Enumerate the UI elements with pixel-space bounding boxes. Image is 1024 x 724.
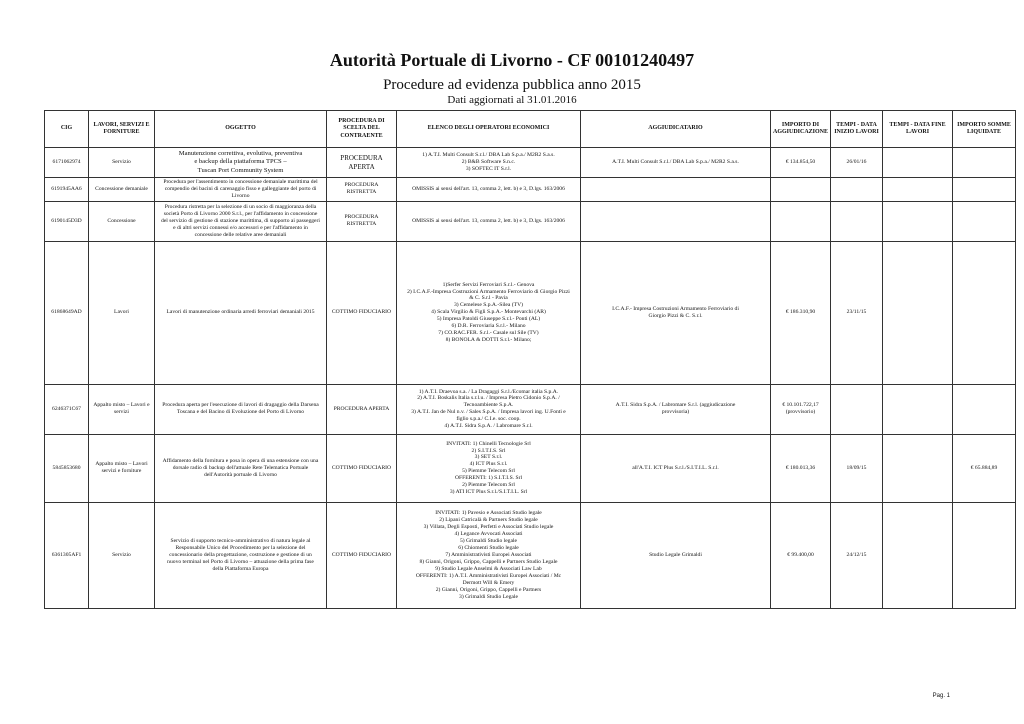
aggiudicatario-cell-line: Giorgio Pizzi & C. S.r.l. [648,312,703,319]
aggiudicatario-cell-line: provvisoria) [661,409,690,416]
document-subtitle: Procedure ad evidenza pubblica anno 2015 [383,77,641,93]
oggetto-cell-line: Procedura ristretta per la selezione di un socio di maggioranza della [164,203,317,210]
operatori-cell-line: OFFERENTI: 1) A.T.I. Amministrativisti Europei Associati / Mc [415,572,562,579]
data-inizio-cell [831,384,883,434]
oggetto-cell-line: della Piattaforma Europa [212,565,269,572]
somme-liquidate-cell [953,178,1016,202]
operatori-cell-line: OMISSIS ai sensi dell'art. 13, comma 2, lett. b) e 3, D.lgs. 163/2006 [412,185,565,192]
operatori-cell-line: 3) SET S.r.l. [474,454,503,461]
document-title: Autorità Portuale di Livorno - CF 00101240497 [329,50,695,70]
column-header-operatori: ELENCO DEGLI OPERATORI ECONOMICI [397,111,581,148]
procedures-table [44,110,1016,609]
operatori-cell-line: 3) Grimaldi Studio Legale [459,593,518,600]
operatori-cell-line: 1)Serfer Servizi Ferroviari S.r.l.- Genova [442,281,535,288]
importo-cell [771,384,831,434]
operatori-cell-line: 2) I.C.A.F.-Impresa Costruzioni Armamento Ferroviario di Giorgio Pizzi [407,288,570,295]
table-row [45,178,1016,202]
procedura-cell [327,148,397,178]
operatori-cell-line: 3) ATI ICT Plus S.r.l./S.I.T.I.L. Srl [449,489,528,496]
data-inizio-cell [831,201,883,241]
importo-cell-line: (provvisorio) [785,409,816,416]
table-row [45,241,1016,384]
oggetto-cell-line: Procedura per l'assentimento in concessione demaniale marittima del [163,179,318,185]
operatori-cell-line: 9) Studio Legale Anselmi & Associati Law Lab [435,565,542,572]
operatori-cell-line: 6) D.R. Ferroviaria S.r.l.- Milano [451,323,526,330]
oggetto-cell-line: dell'Autorità portuale di Livorno [204,471,277,478]
aggiudicatario-cell-line: A.T.I. Sidra S.p.A. / Labromare S.r.l. (aggiudicazione [615,402,736,409]
importo-cell [771,178,831,202]
aggiudicatario-cell [581,178,771,202]
operatori-cell-line: 2) S.I.T.I.S. Srl [471,447,506,454]
operatori-cell-line: & C. S.r.l - Pavia [469,295,508,302]
table-row [45,201,1016,241]
oggetto-cell-line: Manutenzione correttiva, evolutiva, preventiva [178,150,303,158]
oggetto-cell-line: dorsale radio di backup dell'attuale Rete Telematica Portuale [172,464,309,471]
procedura-cell-line: PROCEDURA APERTA [333,405,390,412]
tipo-cell: Appalto misto – Lavori e servizi [89,384,155,434]
data-fine-cell [883,148,953,178]
procedura-cell-line: RISTRETTA [346,221,377,228]
oggetto-cell-line: società Porto di Livorno 2000 S.r.l., per l'affidamento in concessione [163,210,318,217]
operatori-cell-line: OFFERENTI: 1) S.I.T.I.S. Srl [454,475,523,482]
operatori-cell-line: 2) Lipani Catricalà & Partners Studio legale [439,517,538,524]
column-header-somme-liquidate: IMPORTO SOMME LIQUIDATE [953,111,1016,148]
importo-cell-line: € 134.854,50 [785,159,816,165]
aggiudicatario-cell [581,241,771,384]
procedura-cell-line: COTTIMO FIDUCIARIO [331,309,392,316]
oggetto-cell [155,502,327,608]
table-row [45,148,1016,178]
data-fine-cell [883,434,953,502]
importo-cell [771,148,831,178]
oggetto-cell-line: compendio dei bacini di carenaggio fisso e galleggiante del porto di [164,185,317,192]
operatori-cell-line: figlio s.p.a./ C.I.e. soc. coop. [456,416,521,423]
data-inizio-cell: 18/09/15 [831,434,883,502]
data-inizio-cell: 26/01/16 [831,148,883,178]
operatori-cell-line: 1) A.T.I. Draevoa s.a. / La Dragaggi S.r.l./Ecomar italia S.p.A. [418,388,559,395]
operatori-cell-line: 4) Legance Avvocati Associati [454,531,523,537]
operatori-cell [397,241,581,384]
procedura-cell-line: PROCEDURA [344,182,379,189]
cig-cell: 61868649AD [45,241,89,384]
aggiudicatario-cell [581,384,771,434]
somme-liquidate-cell [953,384,1016,434]
procedura-cell [327,178,397,202]
column-header-tipo: LAVORI, SERVIZI E FORNITURE [89,111,155,148]
procedura-cell-line: COTTIMO FIDUCIARIO [331,464,392,471]
oggetto-cell-line: Toscana e del Bacino di Evoluzione del Porto di Livorno [176,409,305,416]
aggiudicatario-cell [581,201,771,241]
operatori-cell-line: 3) Cemelese S.p.A.-Silea (TV) [454,302,523,309]
table-header-row [45,111,1016,148]
operatori-cell-line: 7) CO.RAC.FER. S.r.l.- Casale sul Sile (TV) [438,330,539,337]
procedura-cell [327,201,397,241]
tipo-cell: Lavori [89,241,155,384]
operatori-cell-line: 5) Grimaldi Studio legale [459,537,517,544]
importo-cell-line: € 99.400,00 [787,551,814,558]
aggiudicatario-cell-line: I.C.A.F.- Impresa Costruzioni Armamento Ferroviario di [612,305,739,312]
column-header-oggetto: OGGETTO [155,111,327,148]
operatori-cell-line: 3) SOFTEC IT S.r.l. [465,165,512,172]
tipo-cell: Appalto misto – Lavori servizi e forniture [89,434,155,502]
operatori-cell-line: 8) BONOLA & DOTTI S.r.l.- Milano; [445,337,532,344]
operatori-cell-line: 2) A.T.I. Boskalis Italia s.r.l.u. / Impresa Pietro Cidonio S.p.A. / [417,395,560,402]
oggetto-cell-line: del servizio di gestione di stazione marittima, di supporto ai passeggeri [161,217,320,224]
cig-cell: 6171062974 [45,148,89,178]
oggetto-cell [155,148,327,178]
operatori-cell-line: INVITATI: 1) Chinelli Tecnologie Srl [446,440,531,447]
aggiudicatario-cell-line: A.T.I. Multi Consult S.r.l./ DBA Lab S.p.a./ M2R2 S.a.s. [612,159,739,165]
cig-cell: 6246371C67 [45,384,89,434]
somme-liquidate-cell: € 65.884,89 [953,434,1016,502]
operatori-cell-line: 4) ICT Plus S.r.l. [469,461,508,468]
operatori-cell-line: 4) A.T.I. Sidra S.p.A. / Labromare S.r.l. [444,423,533,430]
data-inizio-cell: 24/12/15 [831,502,883,608]
oggetto-cell-line: Servizio di supporto tecnico-amministrativo di natura legale al [170,537,311,544]
oggetto-cell-line: concessione delle relative aree demaniali [194,231,287,238]
operatori-cell-line: 6) Chiomenti Studio legale [458,544,519,551]
column-header-cig: CIG [45,111,89,148]
cig-cell: 5845853680 [45,434,89,502]
operatori-cell-line: 8) Gianni, Origoni, Grippo, Cappelli e Partners Studio Legale [419,558,558,565]
operatori-cell-line: 2) Piemme Telecom Srl [462,482,515,489]
operatori-cell-line: 1) A.T.I. Multi Consult S.r.l./ DBA Lab S.p.a./ M2R2 S.a.s. [422,152,555,159]
operatori-cell-line: 2) B&B Software S.n.c. [461,159,516,165]
procedura-cell-line: APERTA [348,162,375,171]
importo-cell-line: € 186.310,90 [785,309,816,316]
operatori-cell-line: INVITATI: 1) Pavesio e Associati Studio legale [435,510,542,517]
oggetto-cell-line: Responsabile Unico del Procedimento per la selezione del [175,544,306,551]
data-inizio-cell [831,178,883,202]
column-header-aggiudicatario: AGGIUDICATARIO [581,111,771,148]
oggetto-cell-line: Procedura aperta per l'esecuzione di lavori di dragaggio della Darsena [162,402,319,409]
tipo-cell: Concessione demaniale [89,178,155,202]
oggetto-cell [155,241,327,384]
table-row [45,384,1016,434]
oggetto-cell-line: e di altri servizi connessi e/o accessori e per l'affidamento in [173,224,308,231]
procedura-cell [327,434,397,502]
operatori-cell-line: 5) Piemme Telecom Srl [462,468,515,475]
operatori-cell-line: Tecnoambiente S.p.A. [463,402,514,409]
oggetto-cell-line: Livorno [231,192,250,199]
tipo-cell: Servizio [89,148,155,178]
oggetto-cell [155,178,327,202]
somme-liquidate-cell [953,201,1016,241]
column-header-data-fine: TEMPI - DATA FINE LAVORI [883,111,953,148]
aggiudicatario-cell [581,502,771,608]
operatori-cell-line: 3) A.T.I. Jan de Nul n.v. / Sales S.p.A. / Impresa lavori ing. U.Fonti e [411,409,566,416]
tipo-cell: Concessione [89,201,155,241]
aggiudicatario-cell-line: Studio Legale Grimaldi [649,551,702,558]
operatori-cell-line: 7) Amministrativisti Europei Associati [445,551,532,558]
somme-liquidate-cell [953,502,1016,608]
procedura-cell-line: COTTIMO FIDUCIARIO [331,551,392,558]
procedura-cell [327,384,397,434]
oggetto-cell [155,201,327,241]
oggetto-cell [155,434,327,502]
aggiudicatario-cell [581,148,771,178]
oggetto-cell-line: Affidamento della fornitura e posa in opera di una estensione con una [162,457,319,464]
data-inizio-cell: 23/11/15 [831,241,883,384]
update-date: Dati aggiornati al 31.01.2016 [447,94,577,106]
operatori-cell-line: 3) Villata, Degli Esposti, Perfetti e Associati Studio legale [423,524,554,531]
oggetto-cell-line: e backup della piattaforma TPCS – [194,158,287,166]
importo-cell [771,502,831,608]
somme-liquidate-cell [953,148,1016,178]
aggiudicatario-cell [581,434,771,502]
operatori-cell [397,148,581,178]
data-fine-cell [883,241,953,384]
operatori-cell [397,178,581,202]
page-number: Pag. 1 [932,693,950,699]
oggetto-cell [155,384,327,434]
oggetto-cell-line: nuovo terminal nel Porto di Livorno – attuazione della prima fase [167,558,314,565]
importo-cell-line: € 10.101.722,17 [782,402,819,409]
data-fine-cell [883,178,953,202]
cig-cell: 6191945AA6 [45,178,89,202]
table-row [45,502,1016,608]
procedura-cell [327,502,397,608]
procedura-cell-line: PROCEDURA [340,153,383,162]
importo-cell-line: € 180.013,36 [785,464,816,471]
importo-cell [771,241,831,384]
data-fine-cell [883,201,953,241]
oggetto-cell-line: Lavori di manutenzione ordinaria arredi ferroviari demaniali 2015 [166,309,315,316]
operatori-cell-line: Dermott Will & Emery [462,579,515,586]
operatori-cell [397,434,581,502]
tipo-cell: Servizio [89,502,155,608]
operatori-cell-line: OMISSIS ai sensi dell'art. 13, comma 2, lett. b) e 3, D.lgs. 163/2006 [412,217,565,224]
operatori-cell-line: 4) Scala Virgilio & Figli S.p.A.- Montevarchi (AR) [431,309,546,316]
importo-cell [771,201,831,241]
procedura-cell-line: RISTRETTA [346,189,377,196]
operatori-cell-line: 5) Impresa Patoldi Giuseppe S.r.l.- Ponti (AL) [436,316,541,323]
operatori-cell-line: 2) Gianni, Origoni, Grippo, Cappelli e Partners [435,586,542,593]
procedura-cell-line: PROCEDURA [344,214,379,221]
operatori-cell [397,201,581,241]
somme-liquidate-cell [953,241,1016,384]
importo-cell [771,434,831,502]
column-header-importo: IMPORTO DI AGGIUDICAZIONE [771,111,831,148]
table-row [45,434,1016,502]
oggetto-cell-line: Tuscan Port Community System [197,166,284,174]
operatori-cell [397,384,581,434]
aggiudicatario-cell-line: all'A.T.I. ICT Plus S.r.l./S.I.T.I.L. S.r.l. [632,464,719,471]
cig-cell: 6190145D3D [45,201,89,241]
data-fine-cell [883,502,953,608]
column-header-data-inizio: TEMPI - DATA INIZIO LAVORI [831,111,883,148]
column-header-procedura: PROCEDURA DI SCELTA DEL CONTRAENTE [327,111,397,148]
data-fine-cell [883,384,953,434]
oggetto-cell-line: concessionario della progettazione, costruzione e gestione di un [169,551,312,558]
cig-cell: 6361305AF1 [45,502,89,608]
procedura-cell [327,241,397,384]
operatori-cell [397,502,581,608]
